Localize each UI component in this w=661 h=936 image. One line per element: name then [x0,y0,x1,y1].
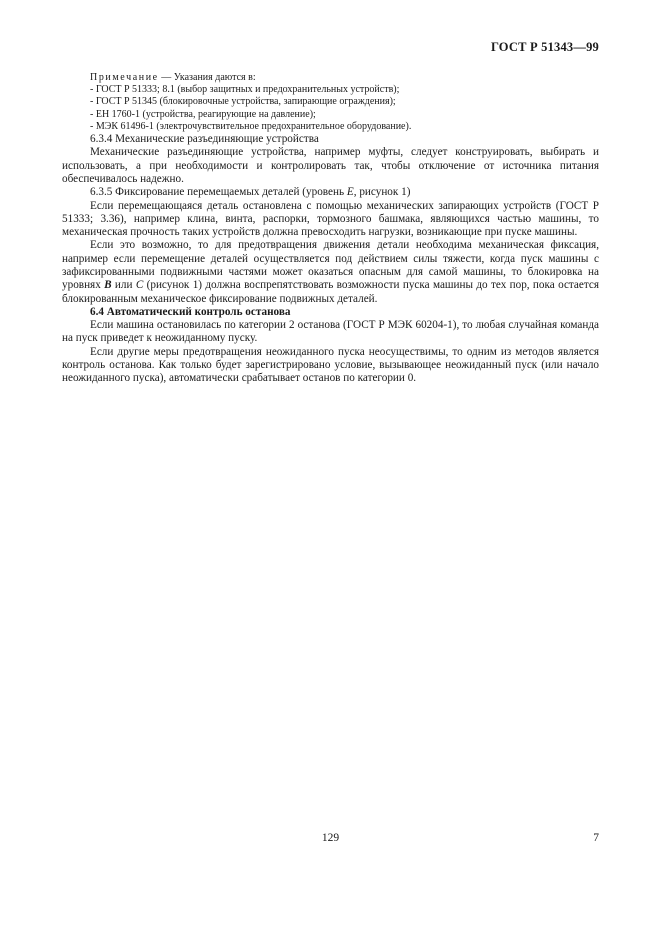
section-6-3-5-paragraph-2 [62,239,599,305]
note-item: - МЭК 61496-1 (электрочувствительное предохранительное оборудование). [90,120,412,132]
section-6-3-4-text: Механические разъединяющие устройства, например муфты, следует конструировать, выбирать и использовать, а при необходимости и контролировать так, чтобы отключение от источника питания обеспечивалось надежно. [62,146,599,185]
section-6-3-4-heading: 6.3.4 Механические разъединяющие устройства [90,133,319,146]
note-text: — Указания даются в: [158,72,256,83]
level-c-label: C [135,279,144,292]
level-label: E [346,186,354,199]
section-6-4-paragraph-2: Если другие меры предотвращения неожиданного пуска неосуществимы, то одним из методов является контроль останова. Как только будет зарегистрировано условие, вызывающее неожиданный пуск (или начало неожиданного пуска), автоматически срабатывает останов по категории 0. [62,345,599,385]
section-6-3-5-paragraph-1: Если перемещающаяся деталь остановлена с помощью механических запирающих устройств (ГОСТ Р 51333; 3.36), например клина, винта, распорки, тормозного башмака, являющихся частью машины, то механическая прочность таких устройств должна превосходить нагрузки, возникающие при пуске машины. [62,199,599,239]
text-part: Если это возможно, то для предотвращения движения детали необходима механическая фиксация, например если перемещение деталей осуществляется под действием силы тяжести, когда пуск машины с зафиксированными подвижными частями может оказаться опасным для самой машины, то блокировка на уровнях [62,239,599,292]
note-label: Примечание [90,72,159,83]
note-list [90,84,599,133]
note-intro [90,72,599,84]
note-item: - ЕН 1760-1 (устройства, реагирующие на давление); [90,108,316,120]
level-b-label: B [104,279,112,292]
section-6-3-5-heading [90,186,599,199]
heading-part: 6.3.5 Фиксирование перемещаемых деталей (уровень [90,186,347,199]
note-block [90,72,599,133]
page-number: 129 [321,832,340,844]
heading-part: , рисунок 1) [353,186,411,199]
document-id: ГОСТ Р 51343—99 [490,40,599,54]
text-part: или [111,279,136,292]
note-item: - ГОСТ Р 51345 (блокировочные устройства, запирающие ограждения); [90,96,396,108]
section-6-4-heading: 6.4 Автоматический контроль останова [90,305,291,318]
note-item: - ГОСТ Р 51333; 8.1 (выбор защитных и предохранительных устройств); [90,84,400,96]
document-body [62,72,599,386]
sheet-number: 7 [593,832,599,844]
section-6-4-paragraph-1: Если машина остановилась по категории 2 останова (ГОСТ Р МЭК 60204-1), то любая случайная команда на пуск приведет к неожиданному пуску. [62,319,599,345]
text-part: (рисунок 1) должна воспрепятствовать возможности пуска машины до тех пор, пока остается блокированным механическое фиксирование подвижных деталей. [62,279,599,305]
